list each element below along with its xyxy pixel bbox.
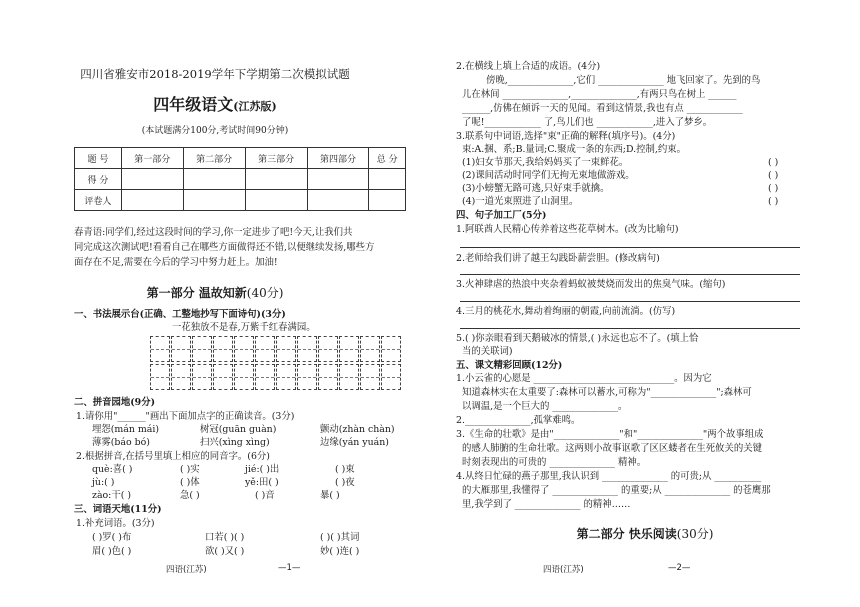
- homophone-blank[interactable]: ( )音: [255, 490, 275, 501]
- writing-cell[interactable]: [360, 336, 380, 362]
- writing-cell[interactable]: [381, 336, 401, 362]
- writing-cell[interactable]: [318, 364, 338, 390]
- homophone-blank[interactable]: ( )夜: [335, 477, 355, 488]
- row-label: 得 分: [75, 169, 122, 190]
- grader-row: [75, 190, 406, 211]
- score-cell[interactable]: [121, 169, 183, 190]
- part2-score: (30分): [676, 527, 714, 541]
- question-text: 2.在横线上填上合适的成语。(4分): [456, 61, 601, 72]
- writing-cell[interactable]: [192, 336, 212, 362]
- homophone-blank[interactable]: yě:田( ): [245, 477, 279, 488]
- writing-cell[interactable]: [318, 336, 338, 362]
- pinyin-choice: 扫兴(xìng xìng): [200, 437, 270, 448]
- fill-line[interactable]: 3.《生命的壮歌》是由"______________"和"______________"两个故事组成: [456, 429, 764, 440]
- answer-line[interactable]: [460, 274, 800, 275]
- idiom-blank[interactable]: 眉( )色( ): [92, 546, 132, 557]
- writing-cell[interactable]: [234, 336, 254, 362]
- idiom-blank[interactable]: 欲( )又( ): [205, 546, 245, 557]
- writing-cell[interactable]: [192, 364, 212, 390]
- fill-line[interactable]: 4.从终日忙碌的燕子那里,我认识到 ______________ 的可贵;从 __________: [456, 471, 762, 482]
- answer-line[interactable]: [460, 247, 800, 248]
- fill-line[interactable]: ______,仿佛在倾诉一天的见闻。看到这情景,我也有点 ____________: [462, 103, 743, 114]
- row-label: 评卷人: [75, 190, 122, 211]
- intro-line: 同完成这次测试吧!看看自己在哪些方面做得还不错,以便继续发扬,哪些方: [74, 242, 375, 253]
- pinyin-choice: 树冠(guān guàn): [200, 424, 277, 435]
- list-item: (1)妇女节那天,我给妈妈买了一束鲜花。: [462, 157, 629, 168]
- idiom-blank[interactable]: ( )( )其词: [320, 532, 360, 543]
- table-header: 第一部分: [121, 148, 183, 169]
- writing-cell[interactable]: [234, 364, 254, 390]
- page-number: —1—: [278, 563, 301, 573]
- writing-grid-row-2[interactable]: [150, 364, 402, 390]
- answer-line[interactable]: [460, 301, 800, 302]
- score-cell[interactable]: [245, 190, 307, 211]
- pinyin-choice: 颤动(zhàn chàn): [320, 424, 395, 435]
- writing-cell[interactable]: [297, 364, 317, 390]
- question-text: 3.火神肆虐的热浪中夹杂着蚂蚁被焚烧而发出的焦臭气味。(缩句): [456, 279, 726, 290]
- fill-line[interactable]: 傍晚,______________,它们 ______________ 地飞回家了。先到的鸟: [486, 75, 761, 86]
- list-item: (2)课间活动时同学们无拘无束地做游戏。: [462, 170, 635, 181]
- homophone-blank[interactable]: què:喜( ): [92, 464, 133, 475]
- exam-info: (本试题满分100分,考试时间90分钟): [141, 126, 289, 136]
- question-text: 当的关联词): [462, 346, 513, 357]
- part1-score: (40分): [246, 286, 284, 300]
- writing-cell[interactable]: [381, 364, 401, 390]
- question-text: 3.联系句中词语,选择"束"正确的解释(填序号)。(4分): [456, 131, 676, 142]
- score-cell[interactable]: [121, 190, 183, 211]
- list-item: (4)一道光束照进了山洞里。: [462, 196, 579, 207]
- question-text: 1.补充词语。(3分): [76, 518, 155, 529]
- intro-line: 面存在不足,需要在今后的学习中努力赶上。加油!: [74, 257, 278, 268]
- writing-cell[interactable]: [213, 336, 233, 362]
- footer-label: 四语(江苏): [166, 565, 207, 575]
- writing-cell[interactable]: [276, 364, 296, 390]
- question-text: 2.老师给我们讲了越王勾践卧薪尝胆。(修改病句): [456, 253, 660, 264]
- idiom-blank[interactable]: 妙( )连( ): [320, 546, 360, 557]
- part2-heading: [430, 526, 860, 542]
- section3-title: 三、词语天地(11分): [74, 504, 162, 515]
- section5-title: 五、课文精彩回顾(12分): [456, 360, 563, 371]
- homophone-blank[interactable]: ( )实: [180, 464, 200, 475]
- score-cell[interactable]: [245, 169, 307, 190]
- answer-blank[interactable]: ( ): [768, 196, 779, 207]
- pinyin-choice: 薄雾(báo bó): [92, 437, 150, 448]
- pinyin-choice: 埋怨(mán mái): [92, 424, 160, 435]
- writing-grid-row-1[interactable]: [150, 336, 402, 362]
- part1-title: 第一部分 温故知新: [146, 286, 247, 300]
- homophone-blank[interactable]: jù:( ): [92, 477, 115, 488]
- idiom-blank[interactable]: 口若( )( ): [205, 532, 245, 543]
- score-cell[interactable]: [183, 169, 245, 190]
- fill-line[interactable]: 2.______________,孤掌难鸣。: [456, 415, 581, 426]
- homophone-blank[interactable]: ( )体: [180, 477, 200, 488]
- score-table: [74, 147, 406, 211]
- exam-title: 四川省雅安市2018-2019学年下学期第二次模拟试题: [80, 67, 350, 81]
- writing-cell[interactable]: [213, 364, 233, 390]
- idiom-blank[interactable]: ( )罗( )布: [92, 532, 132, 543]
- footer-label: 四语(江苏): [543, 565, 584, 575]
- fill-line[interactable]: 1.小云雀的心愿是 ______________________________。因为它: [456, 373, 712, 384]
- question-text: 2.根据拼音,在括号里填上相应的同音字。(6分): [76, 451, 270, 462]
- writing-cell[interactable]: [276, 336, 296, 362]
- poem-line: 一花独放不是春,万紫千红春满园。: [172, 322, 316, 333]
- writing-cell[interactable]: [297, 336, 317, 362]
- writing-cell[interactable]: [171, 336, 191, 362]
- list-item: (3)小螃蟹无路可逃,只好束手就擒。: [462, 183, 610, 194]
- fill-line[interactable]: 以调温,是一个巨大的 ______________。: [462, 401, 628, 412]
- writing-cell[interactable]: [150, 364, 170, 390]
- fill-line[interactable]: 时刻表现出的可贵的 ______________ 精神。: [462, 457, 647, 468]
- pinyin-choice: 边缘(yán yuán): [320, 437, 389, 448]
- intro-line: 春青语:同学们,经过这段时间的学习,你一定进步了吧!今天,让我们共: [74, 227, 353, 238]
- part1-heading: [0, 285, 430, 301]
- answer-blank[interactable]: ( ): [768, 170, 779, 181]
- score-cell[interactable]: [307, 190, 369, 211]
- table-header: 总 分: [369, 148, 406, 169]
- part2-title: 第二部分 快乐阅读: [576, 527, 677, 541]
- score-cell[interactable]: [369, 169, 406, 190]
- score-table-header-row: [75, 148, 406, 169]
- writing-cell[interactable]: [339, 364, 359, 390]
- writing-cell[interactable]: [150, 336, 170, 362]
- score-row: [75, 169, 406, 190]
- question-text: 1.阿联酋人民精心传养着这些花草树木。(改为比喻句): [456, 224, 679, 235]
- page-number: —2—: [668, 563, 691, 573]
- homophone-blank[interactable]: 暴( ): [320, 490, 340, 501]
- writing-cell[interactable]: [171, 364, 191, 390]
- options-text: 束:A.捆、系;B.量词;C.聚成一条的东西;D.控制,约束。: [462, 144, 686, 155]
- score-cell[interactable]: [307, 169, 369, 190]
- answer-blank[interactable]: ( ): [768, 183, 779, 194]
- homophone-blank[interactable]: zào:干( ): [92, 490, 132, 501]
- answer-blank[interactable]: ( ): [768, 157, 779, 168]
- fill-line: 的感人肺腑的生命壮歌。这两则小故事讴歌了区区蝼者在生死攸关的关键: [462, 443, 763, 454]
- section1-title: 一、书法展示台(正确、工整地抄写下面诗句)(3分): [74, 309, 286, 320]
- homophone-blank[interactable]: ( )束: [335, 464, 355, 475]
- fill-line[interactable]: 里,我学到了 ______________ 的精神……: [462, 499, 631, 510]
- question-text: 1.请你用"______"画出下面加点字的正确读音。(3分): [76, 411, 295, 422]
- fill-line[interactable]: 的大雁那里,我懂得了 ______________ 的重要;从 ______________ 的苍鹰那: [462, 485, 771, 496]
- score-cell[interactable]: [183, 190, 245, 211]
- section2-title: 二、拼音园地(9分): [74, 397, 156, 408]
- writing-cell[interactable]: [360, 364, 380, 390]
- score-cell[interactable]: [369, 190, 406, 211]
- subject-heading: [0, 95, 430, 117]
- question-text[interactable]: 5.( )你亲眼看到天鹅破冰的情景,( )永远也忘不了。(填上恰: [456, 333, 699, 344]
- table-header: 第二部分: [183, 148, 245, 169]
- table-header: 第四部分: [307, 148, 369, 169]
- fill-line[interactable]: 儿在林间 ______________,______________,有两只鸟在树上 ______: [462, 89, 737, 100]
- section4-title: 四、句子加工厂(5分): [456, 210, 547, 221]
- writing-cell[interactable]: [255, 364, 275, 390]
- writing-cell[interactable]: [339, 336, 359, 362]
- subject-name: 四年级语文: [153, 95, 234, 114]
- fill-line[interactable]: 知道森林实在太重要了:森林可以蓄水,可称为"______________";森林可: [462, 387, 752, 398]
- subject-suffix: (江苏版): [233, 100, 277, 113]
- homophone-blank[interactable]: jié:( )出: [245, 464, 280, 475]
- writing-cell[interactable]: [255, 336, 275, 362]
- right-page: [430, 0, 860, 607]
- fill-line[interactable]: 了呢!____________ 了,鸟儿们也 ____________,进入了梦乡。: [462, 117, 713, 128]
- homophone-blank[interactable]: 急( ): [180, 490, 200, 501]
- answer-line[interactable]: [460, 328, 800, 329]
- question-text: 4.三月的桃花水,舞动着绚丽的朝霞,向前流淌。(仿写): [456, 306, 676, 317]
- table-header: 题 号: [75, 148, 122, 169]
- table-header: 第三部分: [245, 148, 307, 169]
